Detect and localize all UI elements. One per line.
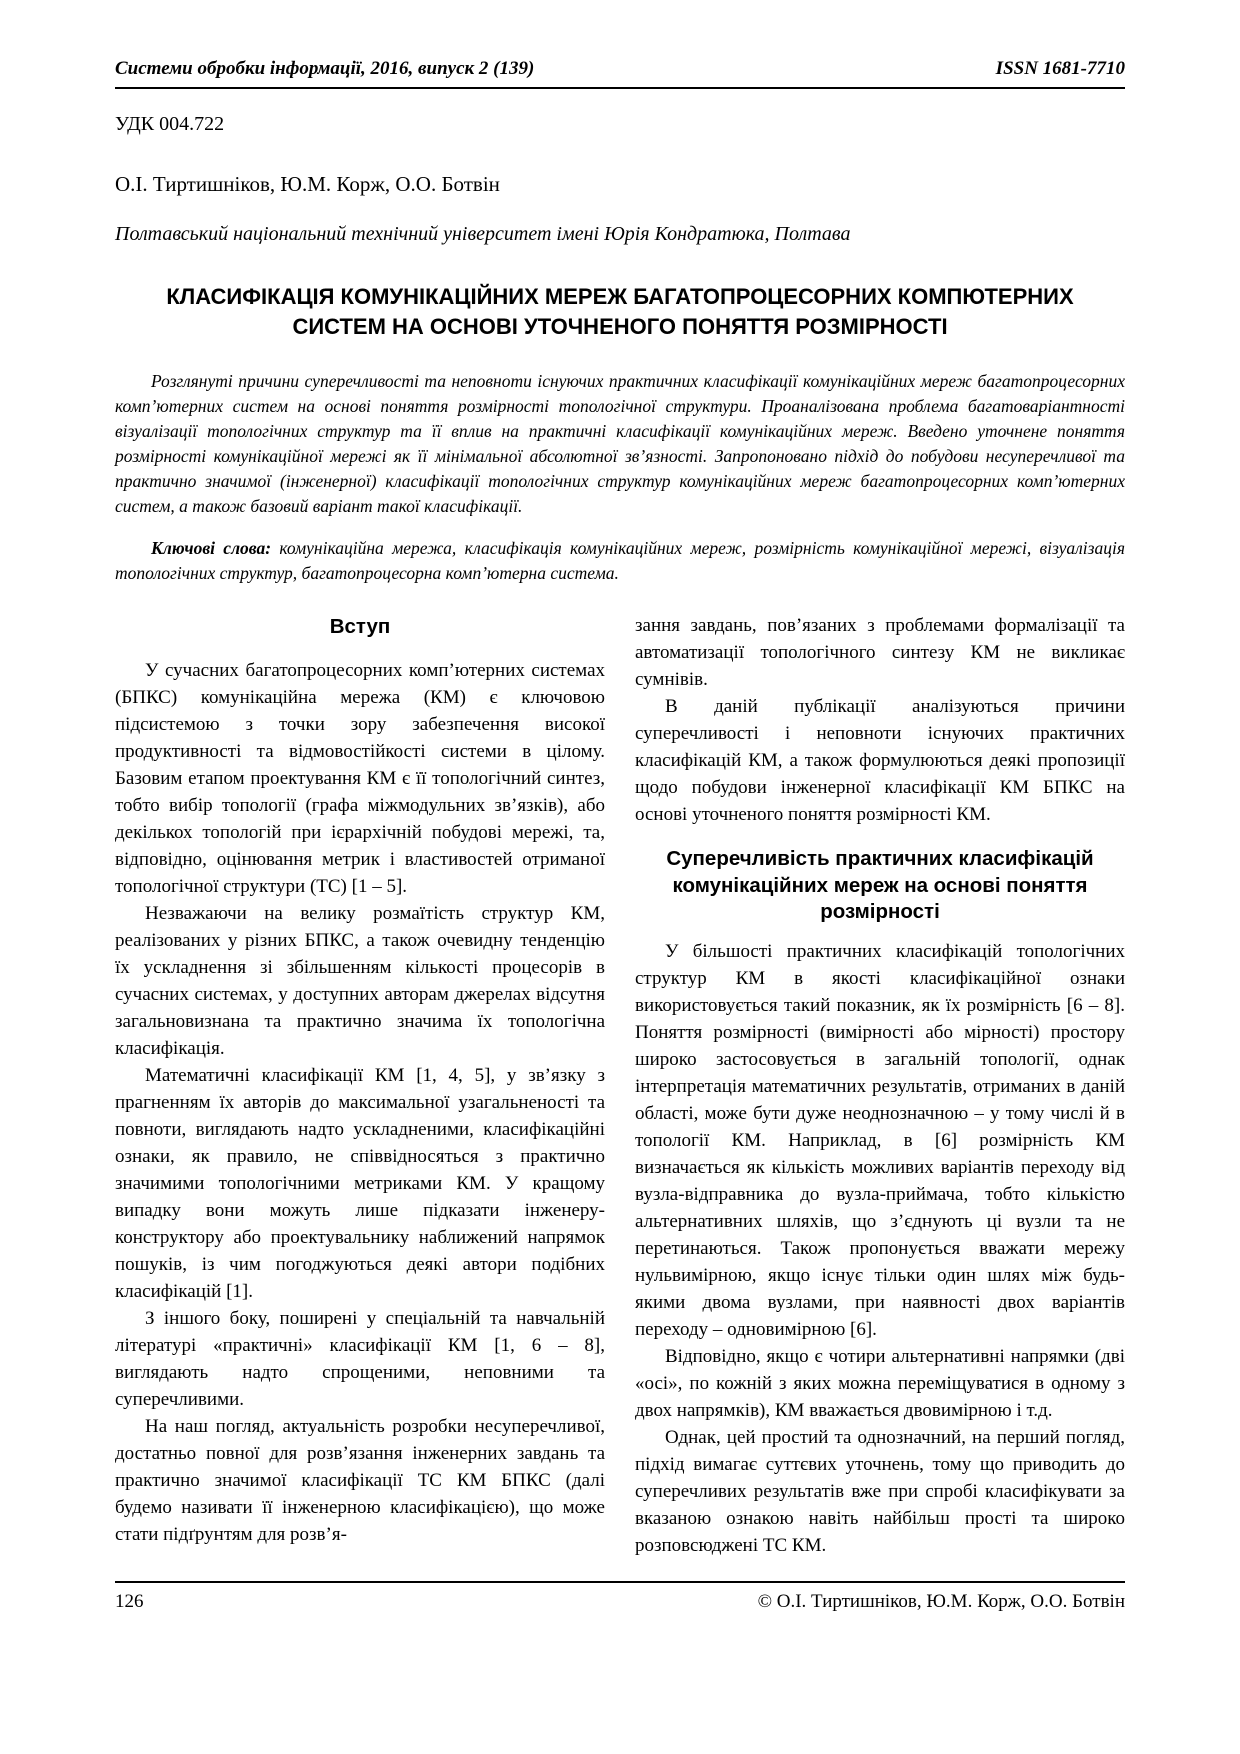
paragraph: Однак, цей простий та однозначний, на перший погляд, підхід вимагає суттєвих уточнень, тому що приводить до суперечливих результатів вже при спробі класифікувати за вказаною ознакою навіть найбільш прості та широко розповсюджені ТС КМ. [635,1427,1125,1557]
paragraph: У сучасних багатопроцесорних комп’ютерних системах (БПКС) комунікаційна мережа (КМ) є ключовою підсистемою з точки зору забезпечення високої продуктивності та відмовостійкості системи в цілому. Базовим етапом проектування КМ є її топологічний синтез, тобто вибір топології (графа міжмодульних зв’язків), або декількох топологій при ієрархічній побудові мережі, та, відповідно, оцінювання метрик і властивостей отриманої топологічної структури (ТС) [1 – 5]. [115,659,605,897]
udc-code: УДК 004.722 [115,113,225,135]
running-header [115,58,1125,89]
paragraph: Математичні класифікації КМ [1, 4, 5], у зв’язку з прагненням їх авторів до максимальної узагальненості та повноти, виглядають надто ускладненими, класифікаційні ознаки, як правило, не співвідносяться з практично значимими топологічними метриками КМ. У кращому випадку вони можуть лише підказати інженеру-конструктору або проектувальнику наближений напрямок пошуків, із чим погоджуються деякі автори подібних класифікацій [1]. [115,1064,605,1302]
section-heading-intro: Вступ [329,615,391,639]
keywords-line [115,536,1125,586]
paragraph-continuation: зання завдань, пов’язаних з проблемами формалізації та автоматизації топологічного синтезу КМ не викликає сумнівів. [635,615,1125,691]
keywords-label: Ключові слова: [151,538,272,559]
journal-title: Системи обробки інформації, 2016, випуск 2 (139) [115,58,535,79]
keywords-text: комунікаційна мережа, класифікація комунікаційних мереж, розмірність комунікаційної мережі, візуалізація топологічних структур, багатопроцесорна комп’ютерна система. [115,538,1125,584]
abstract-text: Розглянуті причини суперечливості та неповноти існуючих практичних класифікації комунікаційних мереж багатопроцесорних комп’ютерних систем на основі поняття розмірності топологічної структури. Проаналізована проблема багатоваріантності візуалізації топологічних структур та її вплив на практичні класифікації комунікаційних мереж. Введено уточнене поняття розмірності комунікаційної мережі як її мінімальної абсолютної зв’язності. Запропоновано підхід до побудови несуперечливої та практично значимої (інженерної) класифікації топологічних структур комунікаційних мереж багатопроцесорних комп’ютерних систем, а також базовий варіант такої класифікації. [115,371,1125,516]
section-heading-contradictions: Суперечливість практичних класифікацій комунікаційних мереж на основі поняття розмірності [666,847,1094,924]
issn-label: ISSN 1681-7710 [995,58,1125,79]
paragraph: З іншого боку, поширені у спеціальній та навчальній літературі «практичні» класифікації КМ [1, 6 – 8], виглядають надто спрощеними, неповними та суперечливими. [115,1307,605,1410]
two-column-body [115,612,1125,1559]
authors-line: О.І. Тиртишніков, Ю.М. Корж, О.О. Ботвін [115,172,500,196]
paragraph: Відповідно, якщо є чотири альтернативні напрямки (дві «осі», по кожній з яких можна переміщуватися в одному з двох напрямків), КМ вважається двовимірною і т.д. [635,1346,1125,1422]
paragraph: На наш погляд, актуальність розробки несуперечливої, достатньо повної для розв’язання інженерних завдань та практично значимої класифікації ТС КМ БПКС (далі будемо називати її інженерною класифікацією), що може стати підґрунтям для розв’я- [115,1415,605,1545]
paragraph: В даній публікації аналізуються причини суперечливості і неповноти існуючих практичних класифікацій КМ, а також формулюються деякі пропозиції щодо побудови інженерної класифікації КМ БПКС на основі уточненого поняття розмірності КМ. [635,696,1125,826]
paper-title: КЛАСИФІКАЦІЯ КОМУНІКАЦІЙНИХ МЕРЕЖ БАГАТОПРОЦЕСОРНИХ КОМПЮТЕРНИХ СИСТЕМ НА ОСНОВІ УТОЧНЕНОГО ПОНЯТТЯ РОЗМІРНОСТІ [166,284,1074,339]
page-number: 126 [115,1591,144,1613]
right-column [635,612,1125,1559]
affiliation-line: Полтавський національний технічний університет імені Юрія Кондратюка, Полтава [115,223,851,245]
left-column [115,612,605,1559]
page-footer [115,1581,1125,1613]
copyright-line: © О.І. Тиртишніков, Ю.М. Корж, О.О. Ботвін [757,1591,1125,1613]
paragraph: Незважаючи на велику розмаїтість структур КМ, реалізованих у різних БПКС, а також очевидну тенденцію їх ускладнення зі збільшенням кількості процесорів в сучасних системах, у доступних авторам джерелах відсутня загальновизнана та практично значима їх топологічна класифікація. [115,902,605,1059]
paragraph: У більшості практичних класифікацій топологічних структур КМ в якості класифікаційної ознаки використовується такий показник, як їх розмірність [6 – 8]. Поняття розмірності (вимірності або мірності) простору широко застосовується в загальній топології, однак інтерпретація математичних результатів, отриманих в даній області, може бути дуже неоднозначною – у тому числі й в топології КМ. Наприклад, в [6] розмірність КМ визначається як кількість можливих варіантів переходу від вузла-відправника до вузла-приймача, тобто кількістю альтернативних шляхів, що з’єднують ці вузли та не перетинаються. Також пропонується вважати мережу нульвимірною, якщо існує тільки один шлях між будь-якими двома вузлами, при наявності двох варіантів переходу – одновимірною [6]. [635,941,1125,1341]
